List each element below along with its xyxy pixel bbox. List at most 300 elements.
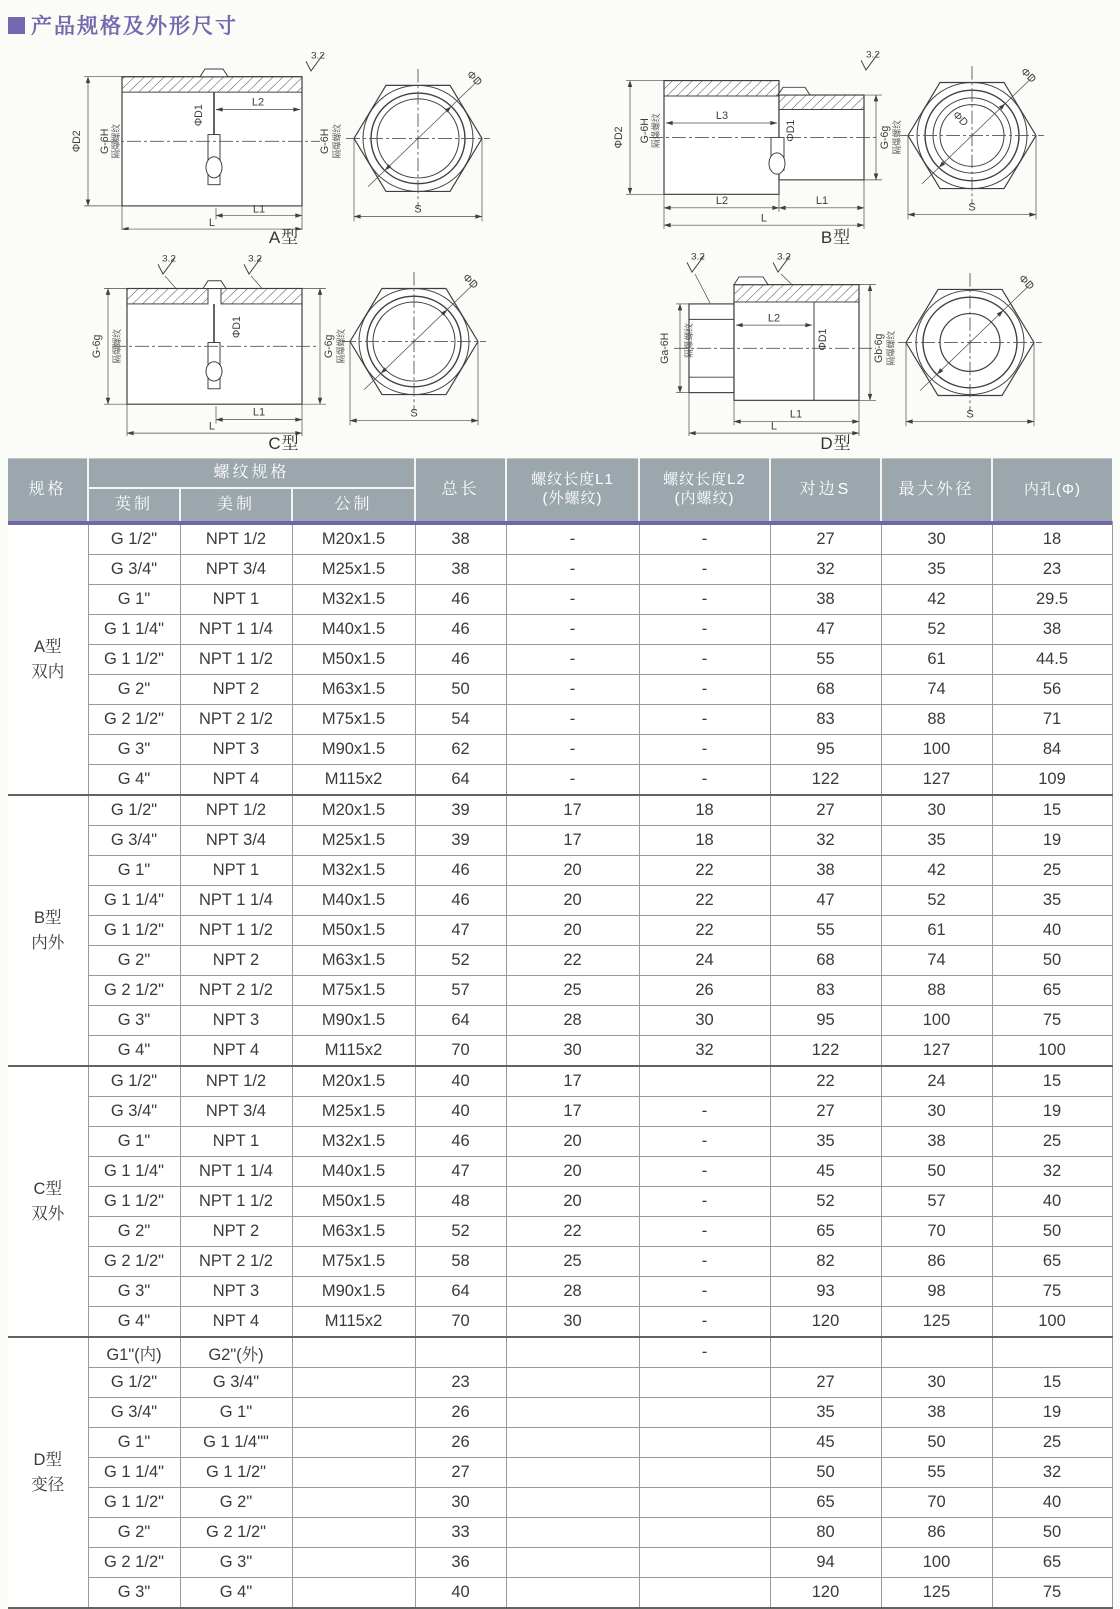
table-cell — [292, 1518, 415, 1548]
dim-label-l1: L1 — [815, 195, 828, 207]
table-cell: 42 — [881, 585, 992, 615]
column-header-metric: 公制 — [292, 488, 415, 521]
table-cell: - — [639, 555, 770, 585]
table-cell — [506, 1548, 639, 1578]
table-cell: 32 — [770, 555, 881, 585]
table-cell: - — [639, 1157, 770, 1187]
table-cell: M63x1.5 — [292, 675, 415, 705]
drawing-d — [560, 248, 1112, 454]
table-cell: 100 — [881, 735, 992, 765]
table-cell: 74 — [881, 675, 992, 705]
table-cell: 83 — [770, 705, 881, 735]
table-cell: 65 — [992, 1548, 1112, 1578]
table-cell: 40 — [992, 916, 1112, 946]
table-cell: 50 — [881, 1428, 992, 1458]
table-cell: 27 — [415, 1458, 506, 1488]
roughness-value-1: 3.2 — [690, 251, 705, 263]
table-cell: 19 — [992, 1398, 1112, 1428]
table-cell: NPT 2 — [180, 946, 292, 976]
thread-note-right: 隔爆螺纹 — [335, 329, 346, 364]
table-cell: 20 — [506, 1187, 639, 1217]
table-cell: 15 — [992, 1066, 1112, 1097]
table-cell: 83 — [770, 976, 881, 1006]
table-cell: NPT 1 1/2 — [180, 916, 292, 946]
table-row — [8, 916, 1112, 946]
table-cell: 52 — [770, 1187, 881, 1217]
table-row — [8, 1157, 1112, 1187]
table-cell — [639, 1548, 770, 1578]
dim-label-s: S — [413, 203, 422, 216]
table-cell: - — [639, 1337, 770, 1368]
table-row — [8, 1187, 1112, 1217]
thread-note-left: 隔爆螺纹 — [110, 123, 121, 159]
table-cell: NPT 1 — [180, 1127, 292, 1157]
table-cell: 30 — [881, 1097, 992, 1127]
table-cell: - — [506, 585, 639, 615]
table-cell — [639, 1578, 770, 1609]
table-cell: M115x2 — [292, 1036, 415, 1067]
table-cell: 30 — [415, 1488, 506, 1518]
table-cell: 75 — [992, 1277, 1112, 1307]
table-cell: 50 — [992, 1518, 1112, 1548]
dim-label-d-outer: ΦD — [1017, 65, 1038, 86]
table-cell: 61 — [881, 645, 992, 675]
table-cell: 93 — [770, 1277, 881, 1307]
table-cell: M90x1.5 — [292, 1006, 415, 1036]
table-row — [8, 555, 1112, 585]
thread-spec-label-left: Ga-6H — [658, 332, 671, 364]
title-square-bullet — [8, 17, 25, 34]
drawing-a — [8, 42, 560, 248]
table-cell: 65 — [770, 1488, 881, 1518]
table-cell — [506, 1458, 639, 1488]
drawing-a-figure — [12, 42, 557, 230]
table-row — [8, 1458, 1112, 1488]
table-cell: NPT 1/2 — [180, 795, 292, 826]
table-cell: 64 — [415, 1277, 506, 1307]
table-cell: 55 — [770, 916, 881, 946]
table-cell: - — [506, 645, 639, 675]
dim-label-l: L — [770, 420, 777, 433]
table-cell: 64 — [415, 765, 506, 796]
table-cell: M115x2 — [292, 765, 415, 796]
table-cell: - — [639, 615, 770, 645]
table-cell: G 4" — [180, 1578, 292, 1609]
table-cell — [881, 1337, 992, 1368]
table-cell: 127 — [881, 1036, 992, 1067]
table-row — [8, 735, 1112, 765]
table-cell: 57 — [881, 1187, 992, 1217]
thread-spec-label-left: G-6H — [638, 118, 651, 144]
table-cell: 27 — [770, 1097, 881, 1127]
table-cell: 38 — [881, 1127, 992, 1157]
column-header-l2 — [639, 459, 770, 522]
table-row — [8, 765, 1112, 796]
roughness-value: 3.2 — [310, 50, 325, 62]
column-header-total-length: 总长 — [415, 459, 506, 522]
drawing-b — [560, 42, 1112, 248]
table-cell: G 4" — [88, 1307, 180, 1338]
column-header-max-od: 最大外径 — [881, 459, 992, 522]
dim-label-l2: L2 — [251, 96, 264, 109]
table-cell: 47 — [415, 1157, 506, 1187]
table-cell: 22 — [639, 916, 770, 946]
table-cell: 122 — [770, 1036, 881, 1067]
column-header-l1-sub: (外螺纹) — [542, 490, 603, 507]
table-cell: 46 — [415, 585, 506, 615]
table-cell: 33 — [415, 1518, 506, 1548]
spec-table-body — [8, 521, 1112, 1608]
table-cell: 35 — [881, 826, 992, 856]
table-cell: 50 — [992, 946, 1112, 976]
dim-label-l1: L1 — [789, 408, 802, 421]
table-cell: 20 — [506, 1157, 639, 1187]
drawing-d-label: D型 — [820, 434, 852, 453]
table-cell: - — [639, 1217, 770, 1247]
spec-table — [8, 458, 1113, 1609]
table-cell — [639, 1398, 770, 1428]
table-cell: 55 — [881, 1458, 992, 1488]
table-row — [8, 1066, 1112, 1097]
table-cell — [506, 1368, 639, 1398]
dim-label-l: L — [208, 420, 215, 433]
dim-label-l3: L3 — [715, 110, 728, 123]
table-cell: M90x1.5 — [292, 735, 415, 765]
table-cell: G 1" — [180, 1398, 292, 1428]
thread-spec-label-left: G-6g — [90, 334, 103, 359]
roughness-value-2: 3.2 — [776, 251, 791, 263]
table-cell: NPT 3/4 — [180, 555, 292, 585]
table-cell: M40x1.5 — [292, 615, 415, 645]
table-cell — [506, 1488, 639, 1518]
table-cell: 40 — [415, 1578, 506, 1609]
table-cell: 47 — [770, 615, 881, 645]
table-cell: 38 — [770, 856, 881, 886]
table-cell: 26 — [415, 1398, 506, 1428]
table-cell: NPT 2 — [180, 1217, 292, 1247]
column-header-us: 美制 — [180, 488, 292, 521]
table-cell: 35 — [770, 1398, 881, 1428]
table-cell: G 1" — [88, 856, 180, 886]
table-cell: 46 — [415, 856, 506, 886]
table-cell: 95 — [770, 1006, 881, 1036]
table-row — [8, 1217, 1112, 1247]
table-cell: M63x1.5 — [292, 946, 415, 976]
table-cell: NPT 1/2 — [180, 1066, 292, 1097]
table-cell: M63x1.5 — [292, 1217, 415, 1247]
table-row — [8, 1518, 1112, 1548]
column-header-l1 — [506, 459, 639, 522]
table-cell: NPT 2 1/2 — [180, 1247, 292, 1277]
table-row — [8, 525, 1112, 555]
thread-spec-label-right: Gb-6g — [872, 333, 885, 363]
table-cell: M50x1.5 — [292, 1187, 415, 1217]
table-cell: 48 — [415, 1187, 506, 1217]
table-cell: 65 — [770, 1217, 881, 1247]
table-cell — [639, 1518, 770, 1548]
table-cell: 32 — [992, 1157, 1112, 1187]
dim-label-l2: L2 — [715, 195, 728, 207]
table-cell: 94 — [770, 1548, 881, 1578]
drawing-c-label: C型 — [268, 434, 300, 453]
table-cell — [292, 1368, 415, 1398]
dim-label-l: L — [208, 217, 215, 230]
table-cell: 65 — [992, 976, 1112, 1006]
table-cell — [506, 1428, 639, 1458]
table-cell: 36 — [415, 1548, 506, 1578]
table-cell: 46 — [415, 615, 506, 645]
table-cell: M20x1.5 — [292, 1066, 415, 1097]
table-cell — [639, 1368, 770, 1398]
table-cell — [292, 1488, 415, 1518]
table-cell: NPT 3/4 — [180, 1097, 292, 1127]
table-cell: 52 — [415, 1217, 506, 1247]
table-cell: 70 — [415, 1307, 506, 1338]
dim-label-d: ΦD — [459, 271, 480, 292]
table-cell — [639, 1066, 770, 1097]
table-cell: 45 — [770, 1157, 881, 1187]
table-cell: 125 — [881, 1578, 992, 1609]
table-cell: G 1/2" — [88, 1066, 180, 1097]
drawing-c — [8, 248, 560, 454]
table-cell: 68 — [770, 946, 881, 976]
table-cell: 100 — [881, 1006, 992, 1036]
table-cell — [292, 1578, 415, 1609]
table-cell: 52 — [881, 886, 992, 916]
table-cell: - — [639, 675, 770, 705]
table-cell: 38 — [881, 1398, 992, 1428]
column-header-thread-spec: 螺纹规格 — [88, 459, 415, 489]
table-cell: G 1 1/4" — [88, 1157, 180, 1187]
dim-label-d: ΦD — [1015, 272, 1036, 293]
table-row — [8, 1368, 1112, 1398]
table-cell: - — [639, 705, 770, 735]
table-cell: G 1 1/4"" — [180, 1428, 292, 1458]
table-cell: G 1" — [88, 1428, 180, 1458]
table-cell: NPT 2 1/2 — [180, 976, 292, 1006]
table-cell: - — [506, 615, 639, 645]
table-cell: 40 — [415, 1097, 506, 1127]
table-cell: 68 — [770, 675, 881, 705]
table-cell — [292, 1398, 415, 1428]
table-cell: 98 — [881, 1277, 992, 1307]
table-cell: - — [639, 585, 770, 615]
table-cell — [506, 1518, 639, 1548]
table-cell: 39 — [415, 826, 506, 856]
thread-spec-label-right: G-6g — [322, 334, 335, 359]
table-cell — [770, 1337, 881, 1368]
table-cell: M75x1.5 — [292, 976, 415, 1006]
table-cell: 95 — [770, 735, 881, 765]
table-cell: M75x1.5 — [292, 1247, 415, 1277]
table-cell: 28 — [506, 1277, 639, 1307]
thread-note-left: 隔爆螺纹 — [111, 329, 122, 364]
table-cell: 45 — [770, 1428, 881, 1458]
table-cell: 122 — [770, 765, 881, 796]
table-cell: 40 — [992, 1488, 1112, 1518]
table-cell: 70 — [881, 1217, 992, 1247]
dim-label-l1: L1 — [252, 406, 265, 419]
table-cell: G 3/4" — [88, 826, 180, 856]
table-cell: - — [639, 1247, 770, 1277]
table-cell: 17 — [506, 1066, 639, 1097]
table-cell: - — [639, 525, 770, 555]
column-header-bore: 内孔(Φ) — [992, 459, 1112, 522]
table-cell: G 4" — [88, 765, 180, 796]
table-cell: 19 — [992, 1097, 1112, 1127]
table-cell: M50x1.5 — [292, 645, 415, 675]
table-cell: 86 — [881, 1247, 992, 1277]
section-label: A型 双内 — [8, 525, 88, 795]
table-cell: 100 — [992, 1036, 1112, 1067]
table-cell: 22 — [506, 1217, 639, 1247]
table-cell: 75 — [992, 1006, 1112, 1036]
table-cell: 30 — [881, 525, 992, 555]
table-cell: 39 — [415, 795, 506, 826]
dim-label-d1: ΦD1 — [230, 316, 243, 339]
drawing-b-figure — [564, 42, 1109, 230]
table-cell: NPT 1 1/2 — [180, 645, 292, 675]
table-cell — [506, 1578, 639, 1609]
table-cell: 20 — [506, 856, 639, 886]
dim-label-s: S — [409, 407, 418, 420]
table-cell: 46 — [415, 886, 506, 916]
drawing-b-label: B型 — [820, 228, 852, 247]
table-cell: NPT 2 — [180, 675, 292, 705]
table-cell: 42 — [881, 856, 992, 886]
dim-label-s: S — [967, 201, 976, 214]
technical-drawings — [8, 42, 1112, 454]
thread-note-left: 隔爆螺纹 — [683, 323, 694, 358]
table-cell: - — [639, 1277, 770, 1307]
roughness-value-1: 3.2 — [161, 253, 176, 265]
table-cell: 50 — [770, 1458, 881, 1488]
table-cell: 54 — [415, 705, 506, 735]
thread-note-right: 隔爆螺纹 — [891, 120, 902, 155]
table-cell: 100 — [881, 1548, 992, 1578]
table-cell: NPT 3 — [180, 1006, 292, 1036]
table-cell: 38 — [415, 555, 506, 585]
thread-spec-label-right: G-6g — [878, 125, 891, 150]
table-cell: 35 — [992, 886, 1112, 916]
table-cell: 22 — [639, 856, 770, 886]
table-cell: M20x1.5 — [292, 795, 415, 826]
table-cell: M25x1.5 — [292, 826, 415, 856]
table-cell: 61 — [881, 916, 992, 946]
table-cell: 18 — [992, 525, 1112, 555]
table-row — [8, 1247, 1112, 1277]
table-cell: 70 — [415, 1036, 506, 1067]
dim-label-d1: ΦD1 — [816, 328, 829, 351]
table-cell: 18 — [639, 826, 770, 856]
table-cell: 120 — [770, 1307, 881, 1338]
dim-label-d1: ΦD1 — [192, 104, 205, 127]
table-cell: 25 — [992, 1428, 1112, 1458]
table-cell: 25 — [506, 1247, 639, 1277]
drawing-d-figure — [564, 248, 1109, 436]
table-cell: - — [639, 1307, 770, 1338]
table-cell: - — [639, 765, 770, 796]
table-cell: 88 — [881, 976, 992, 1006]
column-header-inch: 英制 — [88, 488, 180, 521]
table-cell: 22 — [506, 946, 639, 976]
table-cell: NPT 3/4 — [180, 826, 292, 856]
table-cell: 22 — [770, 1066, 881, 1097]
table-cell: NPT 1 1/4 — [180, 1157, 292, 1187]
dim-label-l: L — [760, 212, 767, 225]
table-cell: M40x1.5 — [292, 886, 415, 916]
table-cell: 20 — [506, 886, 639, 916]
table-row — [8, 1006, 1112, 1036]
table-cell: - — [639, 735, 770, 765]
table-cell: 38 — [770, 585, 881, 615]
thread-spec-label-right: G-6H — [318, 128, 331, 154]
dim-label-l1: L1 — [252, 203, 265, 216]
dim-label-d: ΦD — [463, 68, 484, 89]
table-cell: 86 — [881, 1518, 992, 1548]
table-cell: 88 — [881, 705, 992, 735]
table-cell: G 3/4" — [88, 1097, 180, 1127]
table-cell: G 1 1/4" — [88, 1458, 180, 1488]
table-row — [8, 1036, 1112, 1067]
table-cell: 35 — [770, 1127, 881, 1157]
table-cell: 64 — [415, 1006, 506, 1036]
table-cell: 52 — [415, 946, 506, 976]
table-cell: 20 — [506, 916, 639, 946]
table-cell: - — [506, 675, 639, 705]
table-cell: G 3" — [88, 1578, 180, 1609]
table-cell: 71 — [992, 705, 1112, 735]
table-cell: 20 — [506, 1127, 639, 1157]
table-cell: 26 — [415, 1428, 506, 1458]
table-row — [8, 705, 1112, 735]
table-cell: G 1 1/2" — [88, 1187, 180, 1217]
page-title-row — [8, 10, 1112, 40]
table-cell: M20x1.5 — [292, 525, 415, 555]
table-cell: 23 — [992, 555, 1112, 585]
table-row — [8, 1578, 1112, 1609]
table-row — [8, 1337, 1112, 1368]
table-cell: 74 — [881, 946, 992, 976]
table-row — [8, 615, 1112, 645]
table-cell: NPT 4 — [180, 1036, 292, 1067]
table-row — [8, 1307, 1112, 1338]
table-cell: NPT 1 1/4 — [180, 886, 292, 916]
table-cell: G 2" — [88, 1217, 180, 1247]
table-cell: G 4" — [88, 1036, 180, 1067]
table-cell: 62 — [415, 735, 506, 765]
table-cell: 109 — [992, 765, 1112, 796]
table-cell: NPT 2 1/2 — [180, 705, 292, 735]
table-cell: 23 — [415, 1368, 506, 1398]
table-cell: 29.5 — [992, 585, 1112, 615]
table-cell: 52 — [881, 615, 992, 645]
table-row — [8, 645, 1112, 675]
table-cell: G 2" — [88, 946, 180, 976]
table-cell: G 1" — [88, 1127, 180, 1157]
table-cell: 15 — [992, 1368, 1112, 1398]
dim-label-d2: ΦD2 — [612, 126, 625, 149]
section-label: B型 内外 — [8, 795, 88, 1066]
table-row — [8, 1097, 1112, 1127]
roughness-value: 3.2 — [865, 49, 880, 61]
table-cell: 38 — [415, 525, 506, 555]
table-row — [8, 886, 1112, 916]
table-cell: 30 — [639, 1006, 770, 1036]
table-cell: 47 — [770, 886, 881, 916]
table-cell: 58 — [415, 1247, 506, 1277]
table-cell: 46 — [415, 645, 506, 675]
